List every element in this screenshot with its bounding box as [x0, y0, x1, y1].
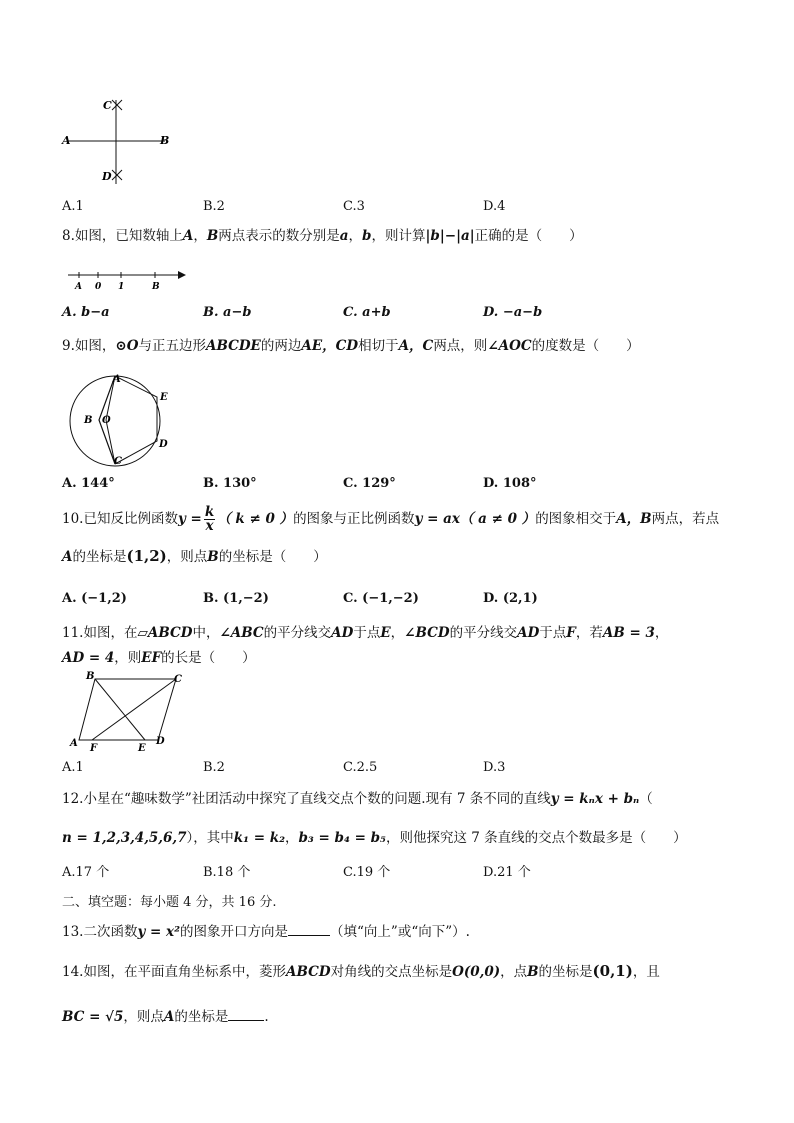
q7-option-a: A.1: [62, 199, 84, 214]
q9-label-c: C: [114, 456, 122, 467]
q8-option-d: D. −a−b: [483, 305, 543, 320]
q10-frac-den: x: [205, 518, 214, 534]
q7-label-b: B: [160, 134, 170, 147]
q9-label-e: E: [160, 392, 168, 403]
q7-figure: [60, 92, 180, 192]
q8-number-line: [62, 266, 192, 292]
q8-option-a: A. b−a: [62, 305, 110, 320]
q10-option-a: A. (−1,2): [62, 591, 127, 606]
q9-figure: [62, 368, 182, 468]
section2-title: 二、填空题：每小题 4 分，共 16 分.: [62, 895, 277, 910]
q7-label-a: A: [62, 134, 71, 147]
q8-option-b: B. a−b: [203, 305, 252, 320]
q12-stem-line2: n = 1,2,3,4,5,6,7），其中k₁ = k₂，b₃ = b₄ = b₅，则他探究这 7 条直线的交点个数最多是（ ）: [62, 830, 687, 846]
q10-stem-line2: A的坐标是(1,2)，则点B的坐标是（ ）: [62, 547, 327, 565]
q9-stem: 9.如图，⊙O与正五边形ABCDE的两边AE，CD相切于A，C两点，则∠AOC的度数是（ ）: [62, 338, 640, 354]
q7-option-c: C.3: [343, 199, 365, 214]
q8-stem: 8.如图，已知数轴上A，B两点表示的数分别是a，b，则计算|b|−|a|正确的是（ ）: [62, 228, 583, 244]
q11-option-d: D.3: [483, 760, 506, 775]
q11-option-b: B.2: [203, 760, 225, 775]
q11-label-e: E: [138, 743, 146, 754]
q10-option-c: C. (−1,−2): [343, 591, 419, 606]
q14-stem-line2: BC = √5，则点A的坐标是 .: [62, 1009, 269, 1025]
q12-option-c: C.19 个: [343, 865, 391, 880]
q10-stem-line1: 10.已知反比例函数y = $\frac{k}{x}$ （ k ≠ 0 ）的图象与正比例函数y = ax（ a ≠ 0 ）的图象相交于A，B两点，若点: [62, 504, 720, 534]
q11-label-a: A: [70, 738, 78, 749]
q8-label-0: 0: [95, 282, 102, 292]
q11-label-b: B: [86, 671, 95, 682]
q9-label-b: B: [84, 415, 93, 426]
q11-stem-line2: AD = 4，则EF的长是（ ）: [62, 650, 256, 666]
q7-option-b: B.2: [203, 199, 225, 214]
q8-option-c: C. a+b: [343, 305, 391, 320]
q7-label-d: D: [102, 170, 112, 183]
q9-option-d: D. 108°: [483, 476, 537, 491]
q12-option-d: D.21 个: [483, 865, 531, 880]
q12-option-a: A.17 个: [62, 865, 110, 880]
q7-label-c: C: [103, 99, 112, 112]
q8-label-1: 1: [118, 282, 125, 292]
q13-answer-blank[interactable]: [288, 922, 330, 936]
q10-frac-num: k: [204, 504, 215, 520]
q9-option-a: A. 144°: [62, 476, 115, 491]
q11-label-d: D: [156, 736, 165, 747]
q12-option-b: B.18 个: [203, 865, 251, 880]
q8-label-b: B: [152, 282, 160, 292]
q13-stem: 13.二次函数y = x²的图象开口方向是 （填“向上”或“向下”）.: [62, 924, 470, 940]
q11-option-a: A.1: [62, 760, 84, 775]
q8-label-a: A: [75, 282, 82, 292]
q14-answer-blank[interactable]: [228, 1007, 264, 1021]
q9-label-o: O: [102, 415, 111, 426]
q9-option-c: C. 129°: [343, 476, 396, 491]
q11-label-f: F: [90, 743, 98, 754]
q11-figure: [66, 670, 186, 755]
q11-stem-line1: 11.如图，在▱ABCD中，∠ABC的平分线交AD于点E，∠BCD的平分线交AD于点F，若AB = 3，: [62, 625, 669, 641]
q9-label-d: D: [159, 439, 168, 450]
q11-label-c: C: [174, 674, 182, 685]
q10-option-d: D. (2,1): [483, 591, 538, 606]
q11-option-c: C.2.5: [343, 760, 378, 775]
q7-option-d: D.4: [483, 199, 506, 214]
q10-option-b: B. (1,−2): [203, 591, 269, 606]
q12-stem-line1: 12.小星在“趣味数学”社团活动中探究了直线交点个数的问题.现有 7 条不同的直线y = kₙx + bₙ（: [62, 791, 653, 807]
q9-option-b: B. 130°: [203, 476, 257, 491]
q14-stem-line1: 14.如图，在平面直角坐标系中，菱形ABCD对角线的交点坐标是O(0,0)，点B的坐标是(0,1)，且: [62, 962, 660, 980]
q9-label-a: A: [113, 374, 121, 385]
